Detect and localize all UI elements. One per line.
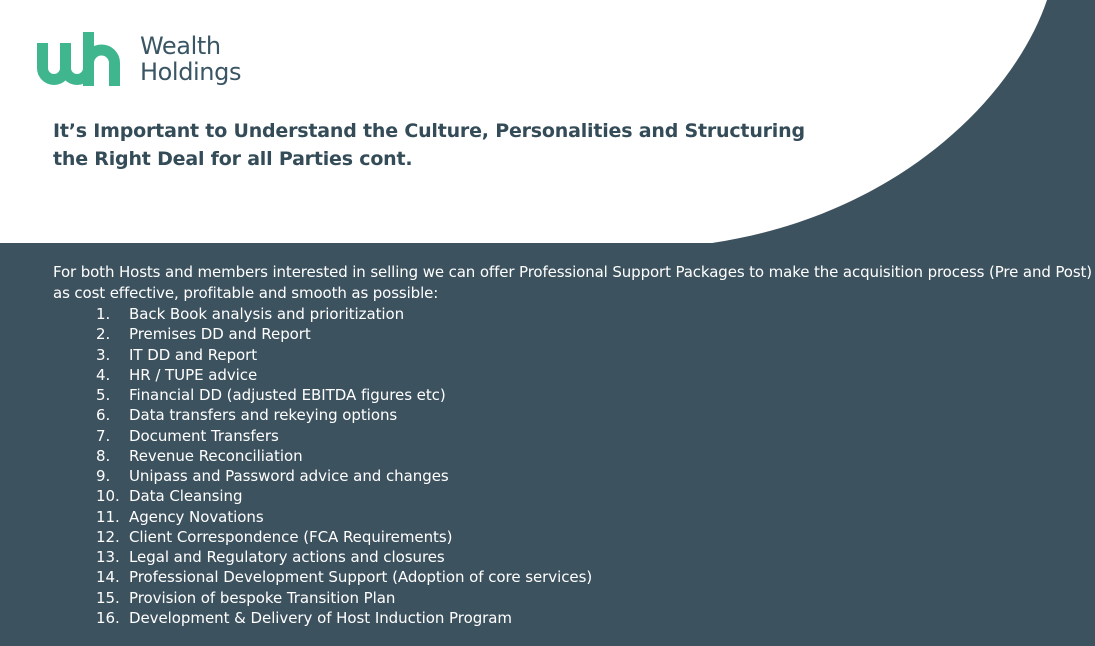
intro-paragraph: For both Hosts and members interested in selling we can offer Professional Support Packages to make the acquisition process (Pre and Post) as cost effective, profitable and smooth as possible: <box>53 263 1093 302</box>
company-logo <box>36 28 241 88</box>
list-item <box>53 385 1093 405</box>
list-item <box>53 527 1093 547</box>
list-item-number: 4. <box>96 365 111 384</box>
list-item-number: 16. <box>96 608 120 627</box>
list-item-number: 7. <box>96 426 111 445</box>
list-item-number: 3. <box>96 345 111 364</box>
list-item <box>53 588 1093 608</box>
list-item-text: Unipass and Password advice and changes <box>129 467 449 485</box>
list-item-text: Revenue Reconciliation <box>129 446 303 465</box>
list-item-text: Financial DD (adjusted EBITDA figures etc) <box>129 386 446 404</box>
list-item <box>53 446 1093 466</box>
list-item-number: 13. <box>96 548 120 566</box>
list-item <box>53 567 1093 587</box>
list-item-number: 14. <box>96 568 120 587</box>
list-item-text: Legal and Regulatory actions and closures <box>129 548 445 566</box>
list-item-text: Agency Novations <box>129 507 264 526</box>
list-item-number: 1. <box>96 305 111 323</box>
list-item-text: Premises DD and Report <box>129 325 311 344</box>
list-item-text: IT DD and Report <box>129 345 258 364</box>
list-item <box>53 507 1093 527</box>
list-item-text: Back Book analysis and prioritization <box>129 305 405 323</box>
slide-title <box>53 117 813 173</box>
list-item-text: Development & Delivery of Host Induction Program <box>129 608 512 627</box>
wh-logo-icon <box>36 28 128 88</box>
list-item-number: 11. <box>96 507 120 526</box>
list-item <box>53 608 1093 628</box>
brand-name-line2: Holdings <box>140 58 242 86</box>
list-item-number: 8. <box>96 446 111 465</box>
list-item <box>53 426 1093 446</box>
list-item-text: HR / TUPE advice <box>129 365 258 384</box>
list-item <box>53 547 1093 567</box>
list-item <box>53 405 1093 425</box>
support-packages-list <box>53 304 1093 628</box>
list-item-text: Provision of bespoke Transition Plan <box>129 588 396 607</box>
list-item-number: 6. <box>96 406 111 425</box>
list-item-number: 9. <box>96 467 111 485</box>
list-item-text: Document Transfers <box>129 426 279 445</box>
list-item <box>53 304 1093 324</box>
list-item-number: 15. <box>96 588 120 607</box>
list-item <box>53 486 1093 506</box>
list-item-text: Professional Development Support (Adoption of core services) <box>129 568 593 587</box>
slide-title-line2: the Right Deal for all Parties cont. <box>53 148 413 170</box>
list-item-text: Client Correspondence (FCA Requirements) <box>129 527 453 546</box>
brand-name-line1: Wealth <box>140 32 221 60</box>
list-item-number: 10. <box>96 487 120 506</box>
list-item-number: 12. <box>96 527 120 546</box>
brand-name <box>140 33 241 85</box>
list-item <box>53 345 1093 365</box>
list-item-text: Data Cleansing <box>129 487 243 506</box>
list-item <box>53 365 1093 385</box>
slide-content <box>53 262 1093 628</box>
list-item-number: 5. <box>96 386 111 404</box>
list-item <box>53 466 1093 486</box>
list-item-text: Data transfers and rekeying options <box>129 406 398 425</box>
slide-title-line1: It’s Important to Understand the Culture, Personalities and Structuring <box>53 120 805 142</box>
list-item <box>53 324 1093 344</box>
list-item-number: 2. <box>96 325 111 344</box>
